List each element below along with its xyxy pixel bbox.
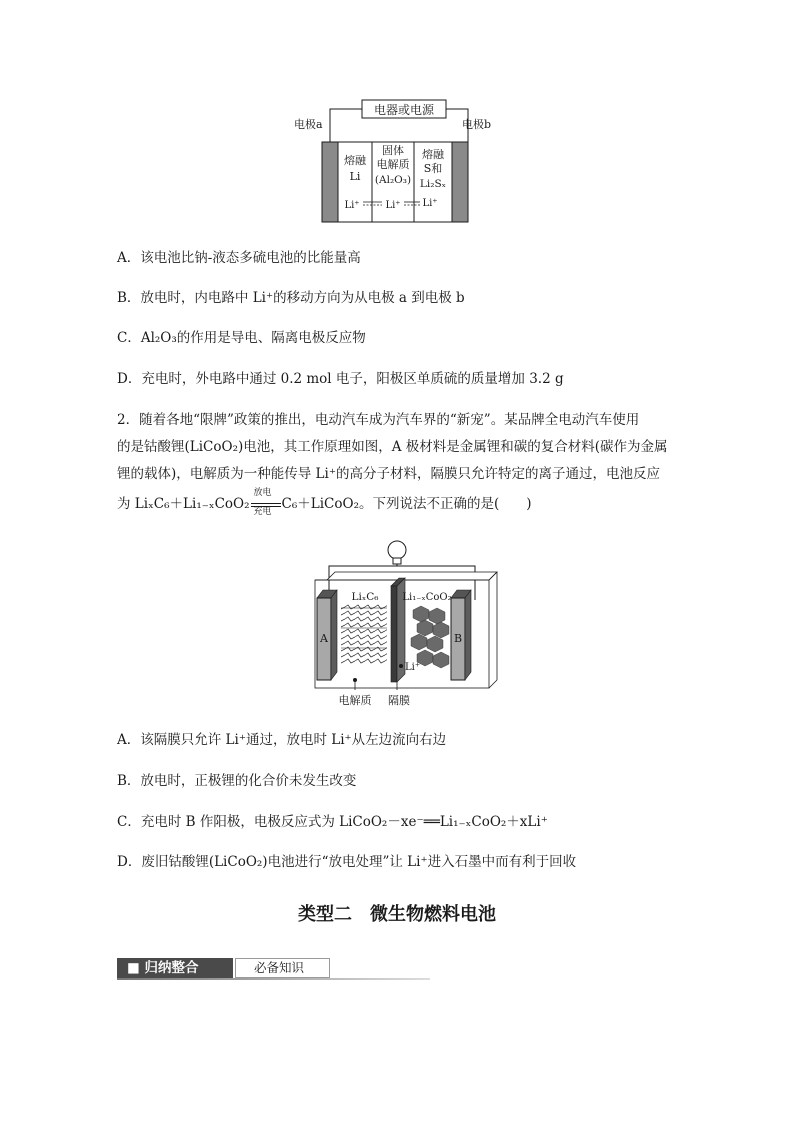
q2-option-a: A．该隔膜只允许 Li⁺通过，放电时 Li⁺从左边流向右边 [117, 732, 447, 748]
q2-stem-line-1: 2．随着各地“限牌”政策的推出，电动汽车成为汽车界的“新宠”。某品牌全电动汽车使用 [117, 412, 640, 428]
device-label: 电器或电源 [373, 103, 435, 117]
ion-label-2: Li⁺ [385, 200, 401, 211]
q2-option-b: B．放电时，正极锂的化合价未发生改变 [117, 773, 357, 789]
electrode-a-label: 电极a [294, 118, 323, 131]
left-zone-1: 熔融 [344, 154, 366, 167]
middle-zone-3: (Al₂O₃) [374, 174, 412, 186]
ion-label-1: Li⁺ [344, 200, 360, 211]
right-zone-3: Li₂Sₓ [419, 178, 447, 190]
summary-banner [117, 958, 430, 980]
ion-label-fig2: Li⁺ [405, 662, 421, 673]
q1-option-b: B．放电时，内电路中 Li⁺的移动方向为从电极 a 到电极 b [117, 290, 465, 306]
q1-option-c: C．Al₂O₃的作用是导电、隔离电极反应物 [117, 330, 366, 346]
section-title: 类型二 微生物燃料电池 [298, 904, 496, 925]
left-zone-2: Li [349, 170, 361, 183]
q2-stem-line-4 [117, 487, 532, 517]
equation-arrow [251, 487, 281, 517]
middle-zone-2: 电解质 [376, 158, 410, 171]
equation-prefix: 为 LiₓC₆＋Li₁₋ₓCoO₂ [117, 496, 250, 512]
q2-option-c: C．充电时 B 作阳极，电极反应式为 LiCoO₂－xe⁻══Li₁₋ₓCoO₂＋xLi⁺ [117, 814, 548, 830]
equation-arrow-top: 放电 [253, 487, 272, 498]
banner-dark-label: ■ 归纳整合 [117, 958, 233, 978]
electrode-b-label-2: B [453, 632, 463, 645]
electrolyte-label: 电解质 [338, 694, 372, 707]
q1-option-a: A．该电池比钠-液态多硫电池的比能量高 [117, 250, 361, 266]
right-zone-2: S和 [423, 162, 443, 175]
q2-option-d: D．废旧钴酸锂(LiCoO₂)电池进行“放电处理”让 Li⁺进入石墨中而有利于回收 [117, 854, 577, 870]
banner-underline [117, 978, 430, 980]
equation-arrow-bottom: 充电 [253, 506, 272, 517]
membrane-label: 隔膜 [388, 694, 410, 707]
q2-stem-line-2: 的是钴酸锂(LiCoO₂)电池，其工作原理如图，A 极材料是金属锂和碳的复合材料(碳作为金属 [117, 439, 668, 455]
electrode-a-label-2: A [320, 632, 328, 645]
q2-stem-line-3: 锂的载体)，电解质为一种能传导 Li⁺的高分子材料，隔膜只允许特定的离子通过，电池反应 [117, 466, 660, 482]
ion-label-3: Li⁺ [422, 198, 438, 209]
right-material-label: Li₁₋ₓCoO₂ [402, 592, 452, 603]
battery-diagram-1 [290, 98, 510, 228]
equation-suffix: C₆＋LiCoO₂。下列说法不正确的是( ) [281, 496, 532, 512]
right-zone-1: 熔融 [422, 148, 444, 161]
electrode-b-label: 电极b [462, 118, 492, 131]
banner-light-label: 必备知识 [235, 958, 330, 978]
left-material-label: LiₓC₆ [351, 591, 379, 603]
q1-option-d: D．充电时，外电路中通过 0.2 mol 电子，阳极区单质硫的质量增加 3.2 g [117, 371, 564, 387]
battery-diagram-2 [305, 538, 505, 710]
middle-zone-1: 固体 [382, 144, 404, 157]
